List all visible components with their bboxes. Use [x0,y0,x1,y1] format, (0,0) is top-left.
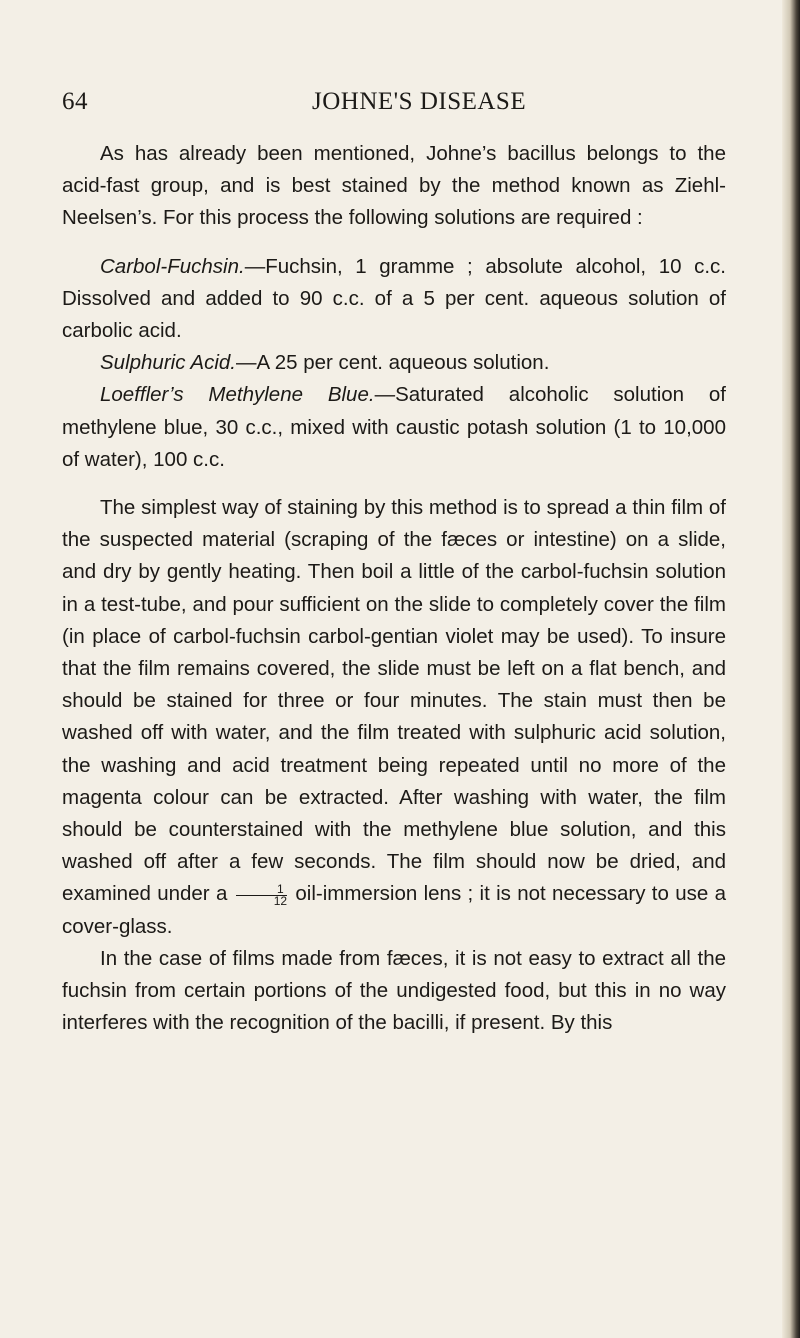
paragraph-method [62,492,726,943]
running-title: JOHNE'S DISEASE [312,88,527,115]
carbol-fuchsin-text: —Fuchsin, 1 gramme ; absolute alcohol, 10 c.c. Dissolved and added to 90 c.c. of a 5 per cent. aqueous solution of carbolic acid. [62,254,726,343]
paragraph-intro: As has already been mentioned, Johne’s bacillus belongs to the acid-fast group, and is best stained by the method known as Ziehl-Neelsen’s. For this process the following solutions are required : [62,142,726,230]
page-header [62,88,742,128]
paragraph-faeces: In the case of films made from fæces, it is not easy to extract all the fuchsin from certain portions of the undigested food, but this in no way interferes with the recognition of the bacilli, if present. By this [62,946,726,1035]
fraction-one-twelfth [236,881,288,908]
paragraph-carbol-fuchsin [62,251,726,348]
fraction-denominator: 12 [273,893,288,908]
body-text [62,138,726,1039]
term-loeffler: Loeffler’s Methylene Blue. [100,383,375,407]
paragraph-sulphuric-acid [62,347,726,379]
page-number: 64 [62,88,88,115]
term-carbol-fuchsin: Carbol-Fuchsin. [100,254,245,278]
method-text: The simplest way of staining by this method is to spread a thin film of the suspected material (scraping of the fæces or intestine) on a slide, and dry by gently heating. Then boil a little of the carbol-fuchsin solution in a test-tube, and pour sufficient on the slide to completely cover the film (in place of carbol-fuchsin carbol-gentian violet may be used). To insure that the film remains covered, the slide must be left on a flat bench, and should be stained for three or four minutes. The stain must then be washed off with water, and the film treated with sulphuric acid solution, the washing and acid treatment being repeated until no more of the magenta colour can be extracted. After washing with water, the film should be counterstained with the methylene blue solution, and this washed off after a few seconds. The film should now be dried, and examined under a [62,496,726,906]
term-sulphuric-acid: Sulphuric Acid. [100,351,236,375]
page-edge-shadow [782,0,800,1338]
fraction-numerator: 1 [236,884,287,896]
paragraph-loeffler [62,379,726,476]
method-text-end: oil-immersion lens ; it is not necessary to use a cover-glass. [62,882,726,938]
sulphuric-acid-text: —A 25 per cent. aqueous solution. [235,351,550,375]
loeffler-text: —Saturated alcoholic solution of methylene blue, 30 c.c., mixed with caustic potash solution (1 to 10,000 of water), 100 c.c. [62,383,726,471]
